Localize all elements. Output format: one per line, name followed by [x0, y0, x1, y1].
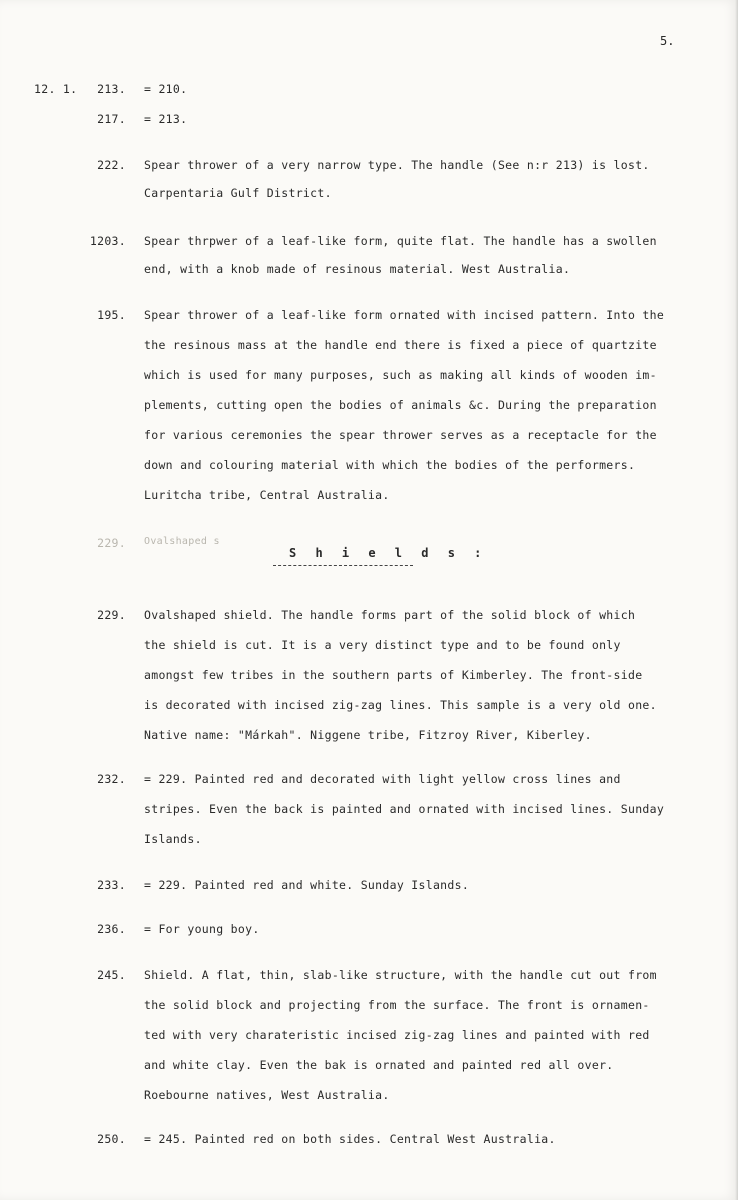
entry-line: Roebourne natives, West Australia. — [144, 1088, 390, 1102]
entry-line: down and colouring material with which the bodies of the performers. — [144, 458, 636, 472]
entry-number: 236. — [97, 922, 126, 936]
struck-entry-number: 229. — [97, 536, 126, 550]
entry-line: which is used for many purposes, such as making all kinds of wooden im- — [144, 368, 657, 382]
entry-line: the solid block and projecting from the surface. The front is ornamen- — [144, 998, 650, 1012]
entry-number: 245. — [97, 968, 126, 982]
entry-line: Spear thrower of a leaf-like form ornated with incised pattern. Into the — [144, 308, 665, 322]
entry-line: = 229. Painted red and white. Sunday Islands. — [144, 878, 470, 892]
entry-line: Shield. A flat, thin, slab-like structure, with the handle cut out from — [144, 968, 657, 982]
entry-line: for various ceremonies the spear thrower serves as a receptacle for the — [144, 428, 657, 442]
entry-number: 229. — [97, 608, 126, 622]
entry-line: = 229. Painted red and decorated with light yellow cross lines and — [144, 772, 621, 786]
entry-line: end, with a knob made of resinous material. West Australia. — [144, 262, 571, 276]
entry-line: Spear thrower of a very narrow type. The handle (See n:r 213) is lost. — [144, 158, 650, 172]
page-number: 5. — [660, 34, 675, 48]
entry-number: 217. — [97, 112, 126, 126]
entry-date-prefix: 12. 1. — [34, 82, 78, 96]
entry-line: the resinous mass at the handle end there is fixed a piece of quartzite — [144, 338, 657, 352]
entry-line: = 210. — [144, 82, 188, 96]
entry-number: 232. — [97, 772, 126, 786]
entry-line: Luritcha tribe, Central Australia. — [144, 488, 390, 502]
struck-entry-text: Ovalshaped s — [144, 536, 220, 547]
entry-line: Ovalshaped shield. The handle forms part of the solid block of which — [144, 608, 636, 622]
entry-line: plements, cutting open the bodies of animals &c. During the preparation — [144, 398, 657, 412]
entry-number: 213. — [97, 82, 126, 96]
section-heading: S h i e l d s : — [289, 546, 488, 560]
heading-underline — [273, 565, 413, 566]
entry-line: = 245. Painted red on both sides. Central West Australia. — [144, 1132, 556, 1146]
entry-number: 222. — [97, 158, 126, 172]
entry-line: Carpentaria Gulf District. — [144, 186, 332, 200]
entry-line: Spear thrpwer of a leaf-like form, quite flat. The handle has a swollen — [144, 234, 657, 248]
entry-line: Islands. — [144, 832, 202, 846]
entry-line: ted with very charateristic incised zig-zag lines and painted with red — [144, 1028, 650, 1042]
entry-line: = For young boy. — [144, 922, 260, 936]
entry-line: = 213. — [144, 112, 188, 126]
entry-line: the shield is cut. It is a very distinct type and to be found only — [144, 638, 621, 652]
entry-line: and white clay. Even the bak is ornated and painted red all over. — [144, 1058, 614, 1072]
entry-line: stripes. Even the back is painted and ornated with incised lines. Sunday — [144, 802, 665, 816]
entry-number: 233. — [97, 878, 126, 892]
entry-number: 195. — [97, 308, 126, 322]
entry-number: 1203. — [89, 234, 126, 248]
entry-line: is decorated with incised zig-zag lines. This sample is a very old one. — [144, 698, 657, 712]
entry-line: amongst few tribes in the southern parts of Kimberley. The front-side — [144, 668, 643, 682]
entry-number: 250. — [97, 1132, 126, 1146]
entry-line: Native name: "Márkah". Niggene tribe, Fitzroy River, Kiberley. — [144, 728, 592, 742]
